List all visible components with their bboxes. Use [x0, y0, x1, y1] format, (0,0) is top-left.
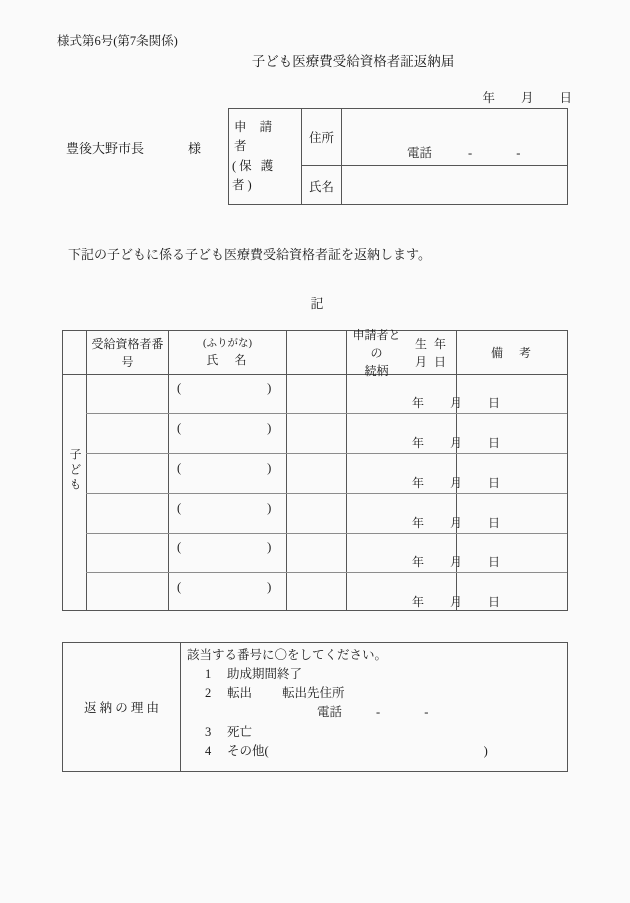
- applicant-label-line1: 申 請 者: [234, 119, 278, 154]
- row-paren-open: (: [177, 381, 182, 395]
- date-year-label: 年: [482, 91, 495, 105]
- date-month-label: 月: [520, 91, 534, 105]
- row-name-field[interactable]: [177, 580, 271, 595]
- row-paren-close: ): [267, 540, 272, 554]
- children-table: [62, 327, 568, 611]
- addressee: [66, 138, 201, 157]
- row-dob-day: 日: [488, 555, 501, 569]
- row-birthdate-field[interactable]: [412, 593, 500, 610]
- reason-option-4[interactable]: [187, 745, 567, 758]
- row-paren-close: ): [267, 580, 272, 594]
- reason-option-2-text: 転出: [227, 686, 253, 701]
- reason-option-4-close-paren: ): [483, 743, 488, 758]
- reason-label-text: 返 納 の 理 由: [83, 701, 159, 715]
- row-dob-month: 月: [450, 436, 463, 450]
- row-birthdate-field[interactable]: [412, 394, 500, 411]
- header-recipient-number-text: 受給資格者番号: [91, 336, 164, 369]
- row-paren-open: (: [177, 461, 182, 475]
- row-dob-day: 日: [488, 516, 501, 530]
- row-paren-close: ): [267, 421, 272, 435]
- table-row-rule-1: [86, 413, 567, 414]
- table-row-rule-2: [86, 453, 567, 454]
- row-dob-year: 年: [412, 516, 425, 530]
- form-number: 様式第6号(第7条関係): [57, 34, 178, 48]
- row-birthdate-field[interactable]: [412, 434, 500, 451]
- row-paren-open: (: [177, 580, 182, 594]
- reason-option-3-text: 死亡: [227, 724, 253, 739]
- header-name-text: 氏 名: [206, 353, 249, 368]
- reason-phone-label: 電話: [317, 705, 343, 720]
- reason-option-3-number: 3: [205, 724, 212, 739]
- phone-dash-2: -: [516, 146, 521, 160]
- reason-option-2-number: 2: [205, 686, 212, 701]
- applicant-label: [229, 109, 301, 204]
- row-dob-day: 日: [488, 396, 501, 410]
- reason-option-2[interactable]: [187, 687, 567, 700]
- table-column-line-3: [286, 331, 287, 610]
- reason-instruction: 該当する番号に〇をしてください。: [187, 648, 388, 662]
- reason-box: [62, 642, 568, 772]
- row-name-field[interactable]: [177, 381, 271, 396]
- table-header-rule: [63, 374, 567, 375]
- header-birthdate: [407, 331, 456, 374]
- row-name-field[interactable]: [177, 540, 271, 555]
- addressee-name: 豊後大野市長: [66, 141, 145, 156]
- reason-phone-dash-1: -: [376, 705, 381, 720]
- row-dob-day: 日: [488, 595, 501, 609]
- row-dob-year: 年: [412, 595, 425, 609]
- address-input[interactable]: [342, 109, 567, 165]
- applicant-name-input[interactable]: [342, 166, 567, 205]
- applicant-label-line2: (保 護 者): [232, 158, 277, 192]
- row-dob-year: 年: [412, 555, 425, 569]
- reason-phone-dash-2: -: [424, 705, 429, 720]
- reason-option-1-text: 助成期間終了: [227, 667, 303, 682]
- row-paren-close: ): [267, 381, 272, 395]
- table-row-rule-5: [86, 572, 567, 573]
- row-paren-close: ): [267, 461, 272, 475]
- row-paren-open: (: [177, 540, 182, 554]
- reason-option-1[interactable]: [187, 668, 567, 681]
- reason-option-4-text: その他(: [227, 743, 269, 758]
- date-day-label: 日: [559, 91, 572, 105]
- applicant-box: [228, 108, 568, 205]
- header-birthdate-text: 生 年 月 日: [414, 336, 448, 369]
- row-dob-month: 月: [450, 476, 463, 490]
- row-paren-close: ): [267, 501, 272, 515]
- row-dob-day: 日: [488, 436, 501, 450]
- children-side-label-text: 子ども: [68, 448, 82, 493]
- reason-option-1-number: 1: [205, 667, 212, 682]
- phone-label: 電話: [407, 146, 433, 160]
- row-dob-month: 月: [450, 595, 463, 609]
- row-name-field[interactable]: [177, 421, 271, 436]
- reason-phone-line[interactable]: [187, 706, 567, 719]
- addressee-honorific: 様: [188, 141, 202, 156]
- row-dob-month: 月: [450, 555, 463, 569]
- row-dob-year: 年: [412, 436, 425, 450]
- header-relation-line1: 申請者との: [352, 327, 401, 360]
- row-birthdate-field[interactable]: [412, 553, 500, 570]
- table-row-rule-4: [86, 533, 567, 534]
- statement-text: 下記の子どもに係る子ども医療費受給資格者証を返納します。: [68, 247, 431, 262]
- row-dob-year: 年: [412, 396, 425, 410]
- header-remarks: [457, 331, 567, 374]
- table-row-rule-3: [86, 493, 567, 494]
- phone-dash-1: -: [468, 146, 473, 160]
- row-dob-day: 日: [488, 476, 501, 490]
- row-name-field[interactable]: [177, 501, 271, 516]
- document-title: 子ども医療費受給資格者証返納届: [251, 54, 455, 69]
- applicant-phone-line: [407, 143, 520, 161]
- row-birthdate-field[interactable]: [412, 474, 500, 491]
- header-recipient-number: [87, 331, 168, 374]
- row-paren-open: (: [177, 501, 182, 515]
- address-label: 住所: [308, 131, 334, 145]
- header-relation-line2: 続柄: [364, 363, 389, 378]
- row-paren-open: (: [177, 421, 182, 435]
- date-line: [0, 88, 572, 106]
- name-label: 氏名: [308, 179, 334, 194]
- children-side-label: [63, 331, 86, 610]
- row-birthdate-field[interactable]: [412, 514, 500, 531]
- reason-option-2-destination-label: 転出先住所: [282, 686, 345, 701]
- header-name: [169, 331, 286, 374]
- row-name-field[interactable]: [177, 461, 271, 476]
- reason-options: [181, 643, 567, 771]
- reason-option-4-number: 4: [205, 743, 212, 758]
- header-relation: [347, 327, 406, 378]
- reason-label: [63, 643, 180, 771]
- ki-mark: 記: [310, 296, 324, 311]
- row-dob-year: 年: [412, 476, 425, 490]
- header-remarks-text: 備 考: [490, 345, 533, 360]
- reason-option-3[interactable]: [187, 726, 567, 739]
- row-dob-month: 月: [450, 396, 463, 410]
- row-dob-month: 月: [450, 516, 463, 530]
- header-furigana-text: (ふりがな): [203, 337, 252, 349]
